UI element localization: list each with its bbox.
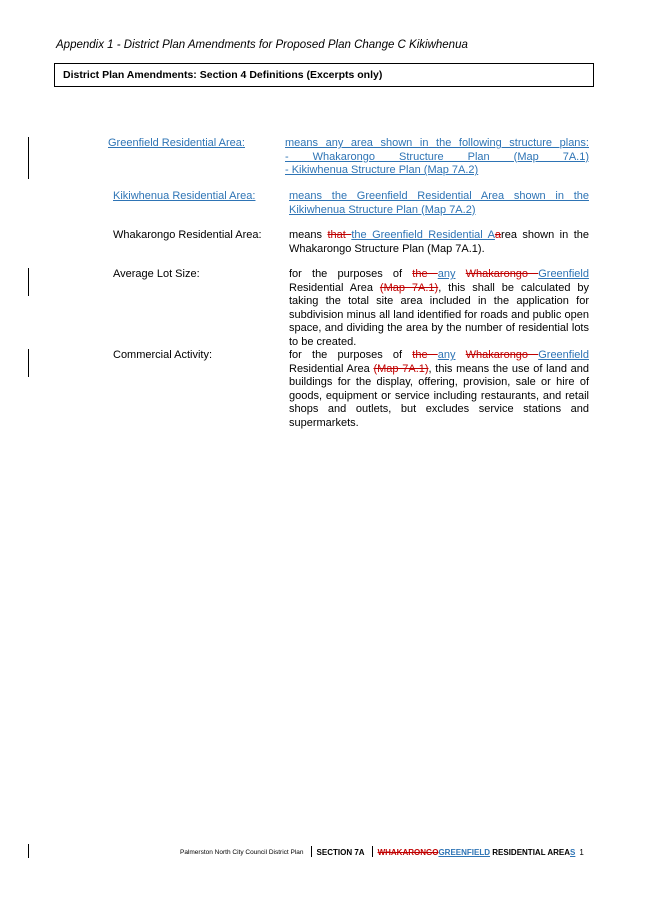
footer-inserted-word: GREENFIELD	[438, 848, 491, 857]
deleted-text: Whakarongo	[465, 268, 539, 280]
inserted-text: the Greenfield Residential A	[351, 229, 495, 241]
revision-bar	[28, 268, 29, 296]
text-run: for the purposes of	[289, 349, 413, 361]
term-whakarongo: Whakarongo Residential Area:	[113, 229, 262, 241]
term-kikiwhenua: Kikiwhenua Residential Area:	[113, 190, 256, 202]
footer-divider	[311, 846, 312, 857]
inserted-text: Greenfield	[538, 349, 589, 361]
footer-deleted-word: WHAKARONGO	[377, 848, 439, 857]
text-run: Residential Area	[289, 281, 380, 294]
text-run: , this means the use of land and buildings for the display, offering, provision, sale or hire of goods, equipment or service including restaurants, and retail shops and outlets, but excludes service stations and supermarkets.	[289, 362, 589, 429]
deleted-text: a	[494, 229, 502, 241]
revision-bar	[28, 349, 29, 377]
footer-section: SECTION 7A	[316, 848, 365, 857]
appendix-title: Appendix 1 - District Plan Amendments for Proposed Plan Change C Kikiwhenua	[56, 39, 468, 51]
section-heading-box	[54, 63, 594, 87]
page-number: 1	[579, 848, 584, 857]
inserted-text: Greenfield	[538, 268, 589, 280]
definition-line: - Kikiwhenua Structure Plan (Map 7A.2)	[285, 164, 479, 177]
inserted-text: any	[437, 268, 456, 280]
definition-greenfield	[285, 137, 589, 178]
deleted-text: Whakarongo	[465, 349, 539, 361]
deleted-text: that	[327, 229, 352, 241]
deleted-text: (Map 7A.1)	[379, 281, 439, 294]
text-run: rea shown in the Whakarongo Structure Plan (Map 7A.1).	[289, 229, 589, 255]
definition-line: means any area shown in the following structure plans:	[285, 137, 589, 149]
footer-plan-name: Palmerston North City Council District Plan	[180, 849, 304, 856]
text-run	[455, 268, 465, 280]
text-run: means	[289, 229, 328, 241]
definition-whakarongo	[289, 229, 589, 256]
inserted-text: any	[437, 349, 456, 361]
term-greenfield: Greenfield Residential Area:	[108, 137, 245, 149]
text-run: Residential Area	[289, 362, 374, 375]
text-run: , this shall be calculated by taking the total site area included in the application for subdivision minus all land identified for roads and public open space, and dividing the area by the number of residential lots to be created.	[289, 281, 589, 348]
deleted-text: the	[412, 349, 438, 361]
definition-line: - Whakarongo Structure Plan (Map 7A.1)	[285, 150, 589, 163]
section-heading: District Plan Amendments: Section 4 Definitions (Excerpts only)	[63, 69, 383, 81]
deleted-text: the	[412, 268, 438, 280]
footer-divider	[372, 846, 373, 857]
footer-section-title: RESIDENTIAL AREA	[490, 848, 571, 857]
page-footer	[180, 846, 600, 857]
revision-bar	[28, 844, 29, 858]
revision-bar	[28, 137, 29, 179]
deleted-text: (Map 7A.1)	[373, 362, 429, 375]
term-average-lot-size: Average Lot Size:	[113, 268, 200, 280]
term-commercial-activity: Commercial Activity:	[113, 349, 213, 361]
definition-commercial-activity	[289, 349, 589, 431]
text-run	[455, 349, 465, 361]
text-run: for the purposes of	[289, 268, 413, 280]
definition-average-lot-size	[289, 268, 589, 350]
footer-inserted-s: S	[570, 848, 576, 857]
definition-kikiwhenua: means the Greenfield Residential Area shown in the Kikiwhenua Structure Plan (Map 7A.2)	[289, 190, 589, 216]
